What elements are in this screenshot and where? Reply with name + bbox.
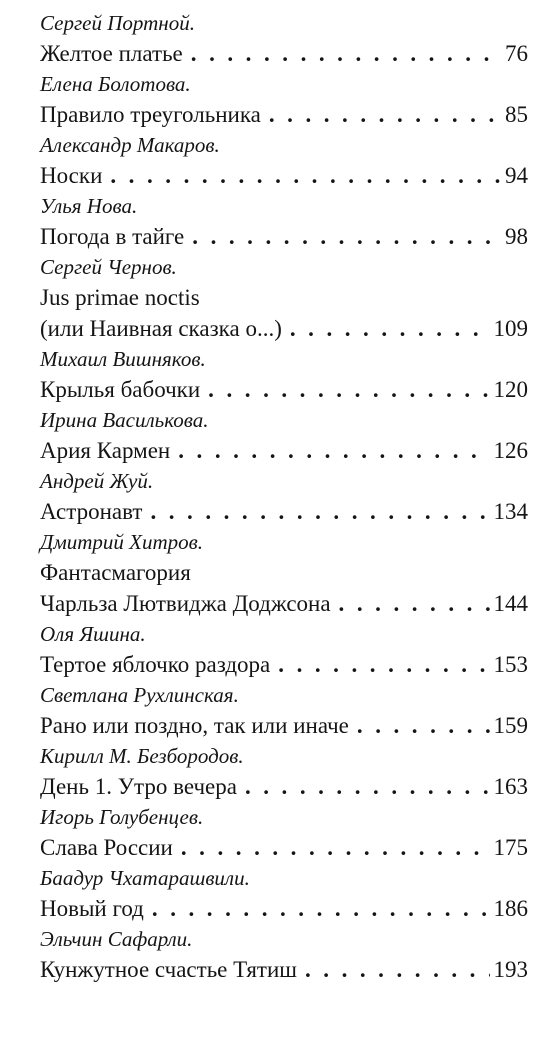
toc-page-number: 153 xyxy=(493,652,528,677)
toc-entry-line[interactable] xyxy=(40,893,528,924)
toc-entry-line[interactable] xyxy=(40,710,528,741)
toc-title: Правило треугольника xyxy=(40,102,261,127)
dot-leader xyxy=(290,313,490,344)
dot-leader xyxy=(357,710,490,741)
toc-page-number: 109 xyxy=(493,316,528,341)
dot-leader xyxy=(278,649,489,680)
toc-entry xyxy=(40,8,528,69)
toc-entry xyxy=(40,130,528,191)
toc-entry-line[interactable] xyxy=(40,160,528,191)
toc-author: Кирилл М. Безбородов. xyxy=(40,744,244,768)
dot-leader xyxy=(269,99,501,130)
toc-entry-line[interactable] xyxy=(40,832,528,863)
toc-author: Андрей Жуй. xyxy=(40,469,154,493)
toc-title: Чарльза Лютвиджа Доджсона xyxy=(40,591,331,616)
toc-title-line: Фантасмагория xyxy=(40,560,191,585)
toc-entry xyxy=(40,405,528,466)
toc-title-line: Jus primae noctis xyxy=(40,285,200,310)
dot-leader xyxy=(192,221,501,252)
toc-title: Новый год xyxy=(40,896,144,921)
toc-title: Астронавт xyxy=(40,499,143,524)
toc-entry-line[interactable] xyxy=(40,374,528,405)
toc-entry xyxy=(40,924,528,985)
toc-entry xyxy=(40,466,528,527)
toc-entry xyxy=(40,344,528,405)
toc-page-number: 163 xyxy=(493,774,528,799)
toc-entry xyxy=(40,527,528,619)
toc-entry xyxy=(40,69,528,130)
toc-entry xyxy=(40,252,528,344)
toc-page-number: 126 xyxy=(493,438,528,463)
toc-page-number: 175 xyxy=(493,835,528,860)
dot-leader xyxy=(181,832,490,863)
dot-leader xyxy=(245,771,490,802)
toc-entry-line[interactable] xyxy=(40,588,528,619)
toc-page-number: 159 xyxy=(493,713,528,738)
toc-author: Михаил Вишняков. xyxy=(40,347,206,371)
toc-entry-line[interactable] xyxy=(40,435,528,466)
toc-entry xyxy=(40,863,528,924)
toc-page-number: 98 xyxy=(505,224,528,249)
toc-entry-line[interactable] xyxy=(40,496,528,527)
toc-title: Слава России xyxy=(40,835,173,860)
toc-author: Дмитрий Хитров. xyxy=(40,530,204,554)
table-of-contents xyxy=(40,8,528,985)
toc-entry-line[interactable] xyxy=(40,313,528,344)
toc-entry-line[interactable] xyxy=(40,99,528,130)
toc-entry xyxy=(40,191,528,252)
toc-entry-line[interactable] xyxy=(40,771,528,802)
toc-page-number: 193 xyxy=(493,957,528,982)
dot-leader xyxy=(339,588,490,619)
dot-leader xyxy=(305,954,490,985)
dot-leader xyxy=(150,496,489,527)
toc-entry-line[interactable] xyxy=(40,38,528,69)
toc-title: День 1. Утро вечера xyxy=(40,774,237,799)
toc-page-number: 94 xyxy=(505,163,528,188)
dot-leader xyxy=(178,435,489,466)
toc-title: Тертое яблочко раздора xyxy=(40,652,271,677)
toc-title: Носки xyxy=(40,163,103,188)
toc-title: Кунжутное счастье Тятиш xyxy=(40,957,297,982)
toc-page-number: 144 xyxy=(493,591,528,616)
toc-page-number: 186 xyxy=(493,896,528,921)
dot-leader xyxy=(152,893,490,924)
toc-title: (или Наивная сказка о...) xyxy=(40,316,282,341)
toc-page-number: 76 xyxy=(505,41,528,66)
toc-entry xyxy=(40,802,528,863)
dot-leader xyxy=(208,374,489,405)
toc-author: Игорь Голубенцев. xyxy=(40,805,204,829)
toc-entry xyxy=(40,619,528,680)
toc-page-number: 85 xyxy=(505,102,528,127)
toc-author: Александр Макаров. xyxy=(40,133,220,157)
toc-author: Светлана Рухлинская. xyxy=(40,683,239,707)
toc-title: Погода в тайге xyxy=(40,224,185,249)
toc-entry-line[interactable] xyxy=(40,649,528,680)
toc-author: Улья Нова. xyxy=(40,194,138,218)
dot-leader xyxy=(191,38,501,69)
toc-author: Сергей Портной. xyxy=(40,11,195,35)
toc-page-number: 120 xyxy=(493,377,528,402)
toc-author: Оля Яшина. xyxy=(40,622,146,646)
toc-page-number: 134 xyxy=(493,499,528,524)
toc-title: Ария Кармен xyxy=(40,438,171,463)
toc-title: Рано или поздно, так или иначе xyxy=(40,713,349,738)
toc-entry-line[interactable] xyxy=(40,954,528,985)
toc-entry-line[interactable] xyxy=(40,221,528,252)
toc-author: Елена Болотова. xyxy=(40,72,191,96)
toc-author: Ирина Василькова. xyxy=(40,408,209,432)
toc-author: Эльчин Сафарли. xyxy=(40,927,193,951)
toc-title: Крылья бабочки xyxy=(40,377,201,402)
dot-leader xyxy=(110,160,501,191)
toc-author: Сергей Чернов. xyxy=(40,255,177,279)
toc-entry xyxy=(40,741,528,802)
toc-title: Желтое платье xyxy=(40,41,183,66)
toc-entry xyxy=(40,680,528,741)
toc-author: Баадур Чхатарашвили. xyxy=(40,866,250,890)
